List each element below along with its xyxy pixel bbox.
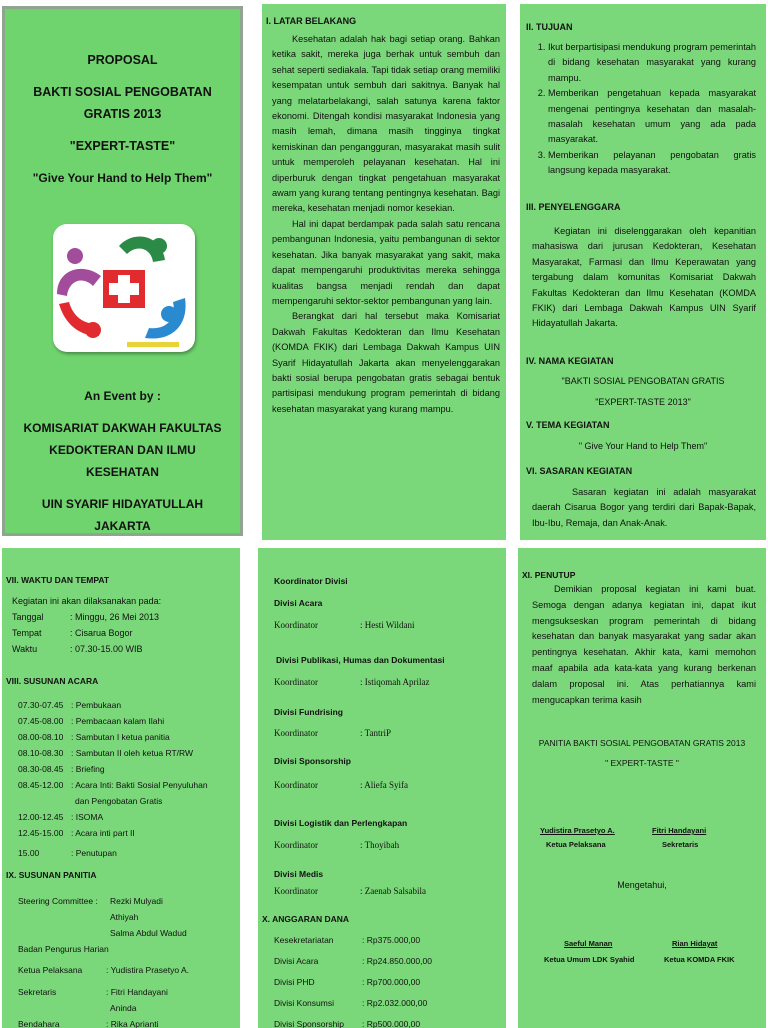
cover-org-line1: KOMISARIAT DAKWAH FAKULTAS xyxy=(23,421,222,435)
acara-item-1: : Pembukaan xyxy=(71,700,122,710)
penyelenggara-heading: III. PENYELENGGARA xyxy=(526,202,621,212)
divisi-sponsorship-coord: : Aliefa Syifa xyxy=(360,780,408,790)
acara-item-9: : Penutupan xyxy=(71,848,117,858)
tujuan-panel xyxy=(520,4,766,540)
cover-event-by: An Event by : xyxy=(84,389,161,403)
tujuan-item-3: 3. Memberikan pelayanan pengobatan gratis langsung kepada masyarakat. xyxy=(548,148,756,179)
cover-title-gratis: GRATIS 2013 xyxy=(83,107,162,121)
bph-label: Badan Pengurus Harian xyxy=(18,944,109,954)
waktu-label-tempat: Tempat xyxy=(12,628,42,638)
signer-komda-name: Rian Hidayat xyxy=(672,939,718,948)
cover-title-proposal: PROPOSAL xyxy=(87,53,158,67)
panitia-heading: IX. SUSUNAN PANITIA xyxy=(6,870,97,880)
acara-time-7: 12.00-12.45 xyxy=(18,812,64,822)
panitia-title-2: " EXPERT-TASTE " xyxy=(605,758,679,768)
anggaran-label-4: Divisi Konsumsi xyxy=(274,998,334,1008)
acara-time-5: 08.30-08.45 xyxy=(18,764,64,774)
latar-heading: I. LATAR BELAKANG xyxy=(266,16,357,26)
acara-time-4: 08.10-08.30 xyxy=(18,748,64,758)
sekretaris-value-2: Aninda xyxy=(110,1003,137,1013)
anggaran-label-1: Kesekretariatan xyxy=(274,935,334,945)
divisi-logistik-label: Koordinator xyxy=(274,840,318,850)
latar-belakang-panel xyxy=(262,4,506,540)
sekretaris-value-1: : Fitri Handayani xyxy=(106,987,168,997)
waktu-value-waktu: : 07.30-15.00 WIB xyxy=(70,644,143,654)
acara-time-8: 12.45-15.00 xyxy=(18,828,64,838)
divisi-fundrising-label: Koordinator xyxy=(274,728,318,738)
divisi-acara-label: Koordinator xyxy=(274,620,318,630)
steering-member-3: Salma Abdul Wadud xyxy=(110,928,187,938)
waktu-label-tanggal: Tanggal xyxy=(12,612,44,622)
divisi-medis-coord: : Zaenab Salsabila xyxy=(360,886,426,896)
anggaran-value-1: : Rp375.000,00 xyxy=(362,935,421,945)
cover-org-line2: KEDOKTERAN DAN ILMU xyxy=(49,443,196,457)
koordinator-panel xyxy=(258,548,506,1028)
acara-heading: VIII. SUSUNAN ACARA xyxy=(6,676,99,686)
acara-item-4: : Sambutan II oleh ketua RT/RW xyxy=(71,748,194,758)
anggaran-value-3: : Rp700.000,00 xyxy=(362,977,421,987)
waktu-heading: VII. WAKTU DAN TEMPAT xyxy=(6,575,110,585)
acara-time-3: 08.00-08.10 xyxy=(18,732,64,742)
waktu-value-tanggal: : Minggu, 26 Mei 2013 xyxy=(70,612,160,622)
cover-org-line3: KESEHATAN xyxy=(86,465,159,479)
bendahara-value: : Rika Aprianti xyxy=(106,1019,159,1028)
divisi-logistik-coord: : Thoyibah xyxy=(360,840,400,850)
divisi-publikasi-name: Divisi Publikasi, Humas dan Dokumentasi xyxy=(276,655,445,665)
ketua-value: : Yudistira Prasetyo A. xyxy=(106,965,189,975)
penutup-text: Demikian proposal kegiatan ini kami buat. Semoga dengan adanya kegiatan ini, dapat ikut mengsukseskan program pemerintah di bidang kesehatan dan banyak masyarakat yang sadar akan pentingnya kesehatan. Akhir kata, kami memohon maaf apabila ada kata-kata yang kurang berkenan dalam proposal ini. Atas perhatiannya kami mengucapkan terima kasih xyxy=(532,584,756,705)
acara-time-9: 15.00 xyxy=(18,848,40,858)
divisi-medis-name: Divisi Medis xyxy=(274,869,324,879)
waktu-intro: Kegiatan ini akan dilaksanakan pada: xyxy=(12,596,162,606)
latar-paragraph-2: Hal ini dapat berdampak pada salah satu rencana pembangunan Indonesia, yaitu pembangunan di sektor kesehatan. Jika banyak masyarakat yang sakit, maka dapat mempengaruhi produktivitas mereka sehingga kualitas bangsa menjadi rendah dan dapat mempengaruhi sektor-sektor pembangunan yang lain. xyxy=(272,218,500,306)
ketua-label: Ketua Pelaksana xyxy=(18,965,83,975)
signer-sekretaris-name: Fitri Handayani xyxy=(652,826,707,835)
acara-item-3: : Sambutan I ketua panitia xyxy=(71,732,170,742)
cover-uni-line1: UIN SYARIF HIDAYATULLAH xyxy=(41,497,204,511)
divisi-logistik-name: Divisi Logistik dan Perlengkapan xyxy=(274,818,408,828)
nama-heading: IV. NAMA KEGIATAN xyxy=(526,356,614,366)
cover-title-bakti: BAKTI SOSIAL PENGOBATAN xyxy=(33,85,212,99)
panitia-title-1: PANITIA BAKTI SOSIAL PENGOBATAN GRATIS 2013 xyxy=(538,738,746,748)
divisi-acara-coord: : Hesti Wildani xyxy=(360,620,415,630)
cover-uni-line2: JAKARTA xyxy=(94,519,151,533)
logo-graphic xyxy=(53,224,195,352)
tujuan-item-1: 1. Ikut berpartisipasi mendukung program pemerintah di bidang kesehatan masyarakat yang kurang mampu. xyxy=(548,40,756,86)
anggaran-label-3: Divisi PHD xyxy=(274,977,315,987)
latar-body xyxy=(272,32,500,417)
anggaran-value-5: : Rp500.000,00 xyxy=(362,1019,421,1028)
anggaran-value-4: : Rp2.032.000,00 xyxy=(362,998,428,1008)
penyelenggara-text: Kegiatan ini diselenggarakan oleh kepanitian mahasiswa dari jurusan Kedokteran, Kesehatan Masyarakat, Farmasi dan Ilmu Keperawatan yang tergabung dalam komunitas Komisariat Dakwah Fakultas Kedokteran dan Ilmu Kesehatan (KOMDA FKIK) dari Lembaga Dakwah Kampus UIN Syarif Hidayatullah Jakarta. xyxy=(532,226,756,329)
divisi-publikasi-label: Koordinator xyxy=(274,677,318,687)
tema-heading: V. TEMA KEGIATAN xyxy=(526,420,610,430)
sasaran-heading: VI. SASARAN KEGIATAN xyxy=(526,466,633,476)
cover-event-name: "EXPERT-TASTE" xyxy=(69,139,176,153)
acara-item-6: : Acara Inti: Bakti Sosial Penyuluhan xyxy=(71,780,208,790)
penutup-panel xyxy=(518,548,766,1028)
cover-tagline: "Give Your Hand to Help Them" xyxy=(32,171,213,185)
latar-paragraph-3: Berangkat dari hal tersebut maka Komisariat Dakwah Fakultas Kedokteran dan Ilmu Kesehatan (KOMDA FKIK) dari Lembaga Dakwah Kampus UIN Syarif Hidayatullah Jakarta akan menyelenggarakan bakti sosial berupa pengobatan gratis sebagai bentuk partisipasi mendukung program pemerintah di bidang kesehatan masyarakat yang kurang mampu. xyxy=(272,311,500,414)
steering-label: Steering Committee : xyxy=(18,896,98,906)
anggaran-heading: X. ANGGARAN DANA xyxy=(262,914,350,924)
anggaran-label-5: Divisi Sponsorship xyxy=(274,1019,344,1028)
anggaran-label-2: Divisi Acara xyxy=(274,956,319,966)
acara-item-7: : ISOMA xyxy=(71,812,104,822)
tujuan-heading: II. TUJUAN xyxy=(526,22,573,32)
event-logo xyxy=(53,224,195,352)
waktu-value-tempat: : Cisarua Bogor xyxy=(70,628,133,638)
penutup-heading: XI. PENUTUP xyxy=(522,570,576,580)
signer-ldk-role: Ketua Umum LDK Syahid xyxy=(544,955,635,964)
tujuan-list xyxy=(534,40,756,179)
nama-line-2: "EXPERT-TASTE 2013" xyxy=(595,397,691,407)
divisi-fundrising-name: Divisi Fundrising xyxy=(274,707,343,717)
acara-item-5: : Briefing xyxy=(71,764,105,774)
signer-ketua-name: Yudistira Prasetyo A. xyxy=(540,826,615,835)
bendahara-label: Bendahara xyxy=(18,1019,60,1028)
waktu-acara-panel xyxy=(2,548,240,1028)
signer-ldk-name: Saeful Manan xyxy=(564,939,613,948)
signer-sekretaris-role: Sekretaris xyxy=(662,840,699,849)
signer-komda-role: Ketua KOMDA FKIK xyxy=(664,955,735,964)
divisi-acara-name: Divisi Acara xyxy=(274,598,323,608)
steering-member-1: Rezki Mulyadi xyxy=(110,896,163,906)
nama-line-1: "BAKTI SOSIAL PENGOBATAN GRATIS xyxy=(561,376,725,386)
divisi-fundrising-coord: : TantriP xyxy=(360,728,391,738)
tema-line: " Give Your Hand to Help Them" xyxy=(578,441,708,451)
acara-item-6-cont: dan Pengobatan Gratis xyxy=(75,796,163,806)
acara-time-1: 07.30-07.45 xyxy=(18,700,64,710)
latar-paragraph-1: Kesehatan adalah hak bagi setiap orang. Bahkan ketika sakit, mereka juga berhak untuk sembuh dan sehat seperti sediakala. Tapi tidak setiap orang memiliki kesempatan untuk sembuh dari sakitnya. Banyak hal yang melatarbelakangi, salah satunya karena faktor ekonomi. Ditengah kondisi masyarakat Indonesia yang masih lemah, dimana masih tingginya tingkat kemiskinan dan pengangguran, masyarakat masih sulit untuk memperoleh pelayanan kesehatan. Hal ini diperburuk dengan tingkat pengetahuan masyarakat awam yang kurang tentang pentingnya kesehatan. Bagi mereka, kesehatan menjadi nomor kesekian. xyxy=(272,34,500,214)
steering-member-2: Athiyah xyxy=(110,912,139,922)
sasaran-text: Sasaran kegiatan ini adalah masyarakat daerah Cisarua Bogor yang terdiri dari Bapak-Bapak, Ibu-Ibu, Remaja, dan Anak-Anak. xyxy=(532,487,756,528)
tujuan-item-2: 2. Memberikan pengetahuan kepada masyarakat mengenai pentingnya kesehatan dan masalah-masalah kesehatan umum yang ada pada masyarakat. xyxy=(548,86,756,148)
anggaran-value-2: : Rp24.850.000,00 xyxy=(362,956,432,966)
acara-time-6: 08.45-12.00 xyxy=(18,780,64,790)
signer-ketua-role: Ketua Pelaksana xyxy=(546,840,606,849)
divisi-publikasi-coord: : Istiqomah Aprilaz xyxy=(360,677,430,687)
sekretaris-label: Sekretaris xyxy=(18,987,57,997)
cover-panel xyxy=(2,6,243,536)
acara-time-2: 07.45-08.00 xyxy=(18,716,64,726)
divisi-sponsorship-name: Divisi Sponsorship xyxy=(274,756,351,766)
divisi-sponsorship-label: Koordinator xyxy=(274,780,318,790)
acara-item-2: : Pembacaan kalam Ilahi xyxy=(71,716,165,726)
koordinator-heading: Koordinator Divisi xyxy=(274,576,348,586)
mengetahui-label: Mengetahui, xyxy=(617,880,667,890)
acara-item-8: : Acara inti part II xyxy=(71,828,135,838)
waktu-label-waktu: Waktu xyxy=(12,644,38,654)
divisi-medis-label: Koordinator xyxy=(274,886,318,896)
